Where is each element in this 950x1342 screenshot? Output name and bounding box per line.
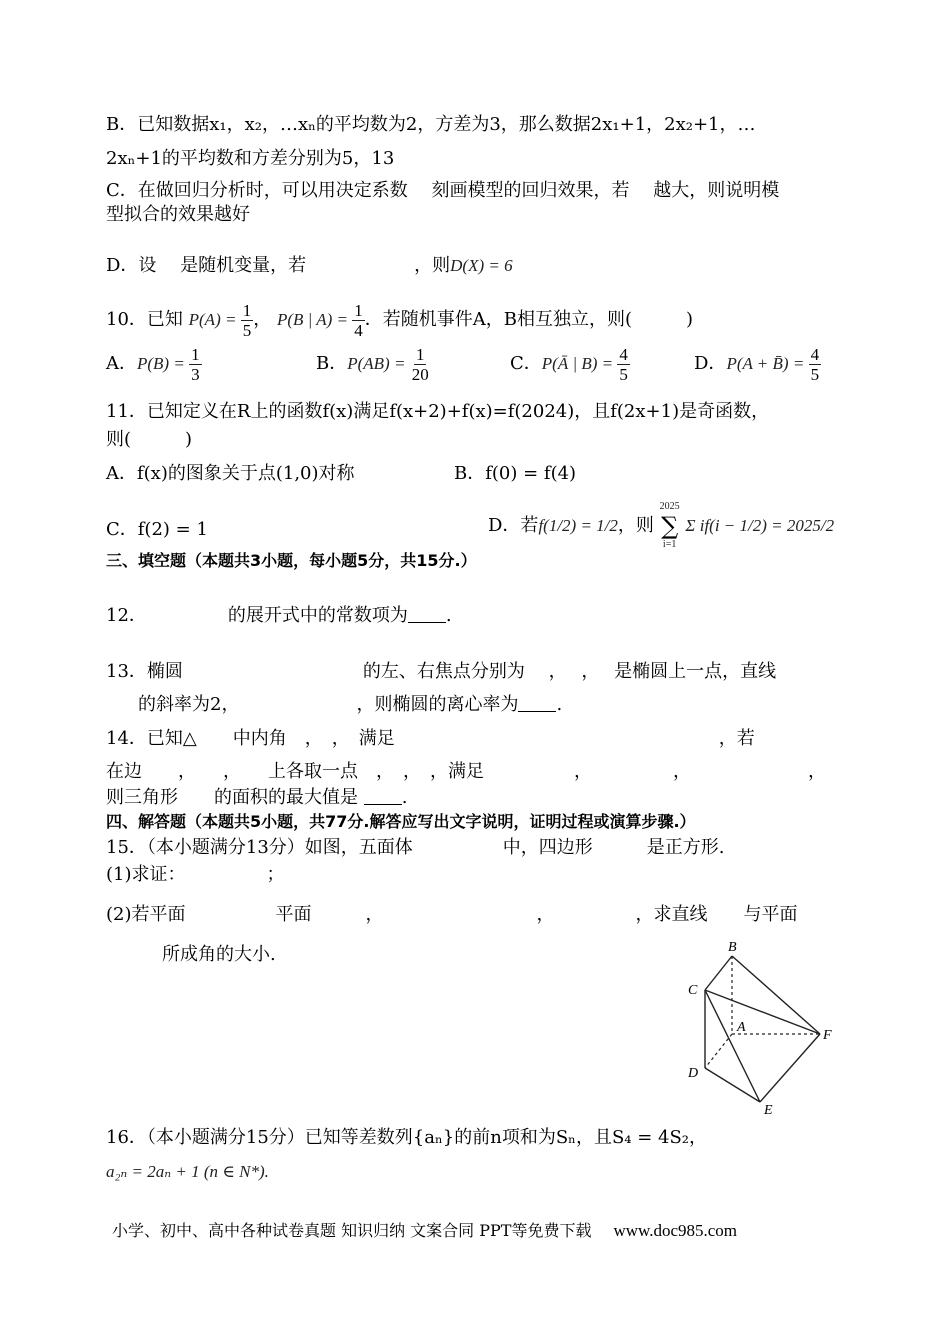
q10-option-a-frac <box>189 345 202 384</box>
q10-option-b <box>316 340 431 388</box>
q9-option-d-text: D．设 是随机变量，若 ，则 <box>106 255 451 276</box>
figure-label-d: D <box>688 1066 699 1081</box>
section-4-heading: 四、解答题（本题共5小题，共77分.解答应写出文字说明，证明过程或演算步骤.） <box>106 812 696 831</box>
q9-option-d <box>106 254 513 278</box>
q10-frac-a-num: 1 <box>242 300 252 320</box>
q10-option-d-label: D． <box>694 353 727 374</box>
q10-option-a-expr: P(B) = <box>137 354 190 373</box>
figure-label-b: B <box>728 940 737 955</box>
figure-label-c: C <box>688 983 698 998</box>
q16-condition: a₂ₙ = 2aₙ + 1 (n ∈ N*). <box>106 1162 269 1181</box>
footer-url[interactable]: www.doc985.com <box>613 1221 738 1240</box>
q10-stem-text: ．若随机事件A，B相互独立，则( ) <box>364 309 694 330</box>
q10-option-d-expr: P(A + B̄) = <box>726 354 809 373</box>
q11-option-a: A．f(x)的图象关于点(1,0)对称 <box>106 463 355 484</box>
q15-line4: 所成角的大小. <box>162 944 276 965</box>
footer-text: 小学、初中、高中各种试卷真题 知识归纳 文案合同 PPT等免费下载 <box>112 1221 592 1240</box>
q14-end: . <box>401 787 408 808</box>
q11-sum-sigma-icon: ∑ <box>661 512 679 540</box>
q10-option-d-den: 5 <box>810 364 820 384</box>
q9-option-b-line2: 2xₙ+1的平均数和方差分别为5，13 <box>106 148 395 169</box>
q10-frac-a <box>241 301 254 340</box>
q11-option-d <box>488 500 834 552</box>
q11-stem-line1: 11．已知定义在R上的函数f(x)满足f(x+2)+f(x)=f(2024)，且f(2x+1)是奇函数， <box>106 401 770 422</box>
q11-sum-upper: 2025 <box>659 501 680 512</box>
q16-line2 <box>106 1160 269 1184</box>
q10-stem: 10．已知 P(A) = $\frac{1}{5}$ ， P(B | A) = $\frac{1}{4}$ ．若随机事件A，B相互独立，则( ) <box>106 300 694 340</box>
q13-line1: 13．椭圆 的左、右焦点分别为 ， ， 是椭圆上一点，直线 <box>106 661 777 682</box>
q10-option-a-num: 1 <box>191 344 200 364</box>
q11-option-d-label: D．若 <box>488 515 539 536</box>
q14-line3-text: 则三角形 的面积的最大值是 <box>106 787 358 808</box>
q10-option-d <box>694 340 821 388</box>
q13-end: . <box>556 694 563 715</box>
q10-option-b-num: 1 <box>415 344 425 364</box>
q11-option-d-mid: ，则 <box>617 515 654 536</box>
q12-end: . <box>445 605 452 626</box>
q10-option-c-label: C． <box>510 353 542 374</box>
q16-line1: 16．（本小题满分15分）已知等差数列{aₙ}的前n项和为Sₙ，且S₄ = 4S₂， <box>106 1127 708 1148</box>
q9-option-c-line1: C．在做回归分析时，可以用决定系数 刻画模型的回归效果，若 越大，则说明模 <box>106 180 780 201</box>
q13-line2 <box>138 693 562 717</box>
q11-sum-block <box>660 500 680 552</box>
q10-option-b-label: B． <box>316 353 348 374</box>
q10-cond-b: P(B | A) = <box>276 310 353 329</box>
q13-answer-blank <box>518 693 556 712</box>
q10-option-c-den: 5 <box>619 364 628 384</box>
figure-label-e: E <box>764 1103 773 1118</box>
section-3-heading: 三、填空题（本题共3小题，每小题5分，共15分.） <box>106 551 477 570</box>
q10-option-b-expr: P(AB) = <box>347 354 410 373</box>
q14-line2: 在边 ， ， 上各取一点 ， ， ，满足 ， ， ， <box>106 761 826 782</box>
q10-option-b-frac <box>410 345 431 384</box>
q10-frac-a-den: 5 <box>242 320 252 340</box>
q12-text: 12． 的展开式中的常数项为 <box>106 605 408 626</box>
q10-frac-b-den: 4 <box>354 320 363 340</box>
figure-label-f: F <box>823 1028 832 1043</box>
q10-option-c-num: 4 <box>619 344 628 364</box>
q10-option-b-den: 20 <box>411 364 429 384</box>
q10-cond-a: P(A) = <box>188 310 241 329</box>
q10-option-c-expr: P(Ā | B) = <box>541 354 618 373</box>
q12-answer-blank <box>408 604 446 623</box>
q10-frac-b <box>352 301 365 340</box>
q10-number: 10．已知 <box>106 309 183 330</box>
q15-line1: 15．（本小题满分13分）如图，五面体 中，四边形 是正方形. <box>106 837 725 858</box>
q10-option-c <box>510 340 630 388</box>
q10-option-a <box>106 340 202 388</box>
q10-option-a-den: 3 <box>191 364 200 384</box>
q15-line3: (2)若平面 平面 ， ， ，求直线 与平面 <box>106 904 798 925</box>
q10-frac-b-num: 1 <box>354 300 363 320</box>
q9-option-d-expr: D(X) = 6 <box>450 256 513 275</box>
q11-sum-lower: i=1 <box>662 539 677 550</box>
figure-label-a: A <box>737 1020 746 1035</box>
q13-line2-text: 的斜率为2， ，则椭圆的离心率为 <box>138 694 519 715</box>
q11-option-d-cond: f(1/2) = 1/2 <box>538 516 618 535</box>
pentahedron-figure <box>682 936 842 1118</box>
q14-line1: 14．已知△ 中内角 ， ， 满足 ，若 <box>106 728 755 749</box>
q11-option-b: B．f(0) = f(4) <box>454 463 577 484</box>
q10-option-d-frac <box>809 345 822 384</box>
q14-line3 <box>106 786 407 810</box>
page-footer <box>112 1218 737 1241</box>
q14-answer-blank <box>364 786 402 805</box>
q12 <box>106 604 452 628</box>
q9-option-b-line1: B．已知数据x₁，x₂，…xₙ的平均数为2，方差为3，那么数据2x₁+1，2x₂+1，… <box>106 114 756 135</box>
q9-option-c-line2: 型拟合的效果越好 <box>106 204 250 225</box>
q11-option-d-sum: Σ if(i − 1/2) = 2025/2 <box>685 516 835 535</box>
q10-option-a-label: A． <box>106 353 137 374</box>
q11-option-c: C．f(2) = 1 <box>106 519 208 540</box>
q10-option-d-num: 4 <box>810 344 820 364</box>
q15-line2: (1)求证： ； <box>106 864 285 885</box>
q11-stem-line2: 则( ) <box>106 429 193 450</box>
q10-option-c-frac <box>617 345 630 384</box>
